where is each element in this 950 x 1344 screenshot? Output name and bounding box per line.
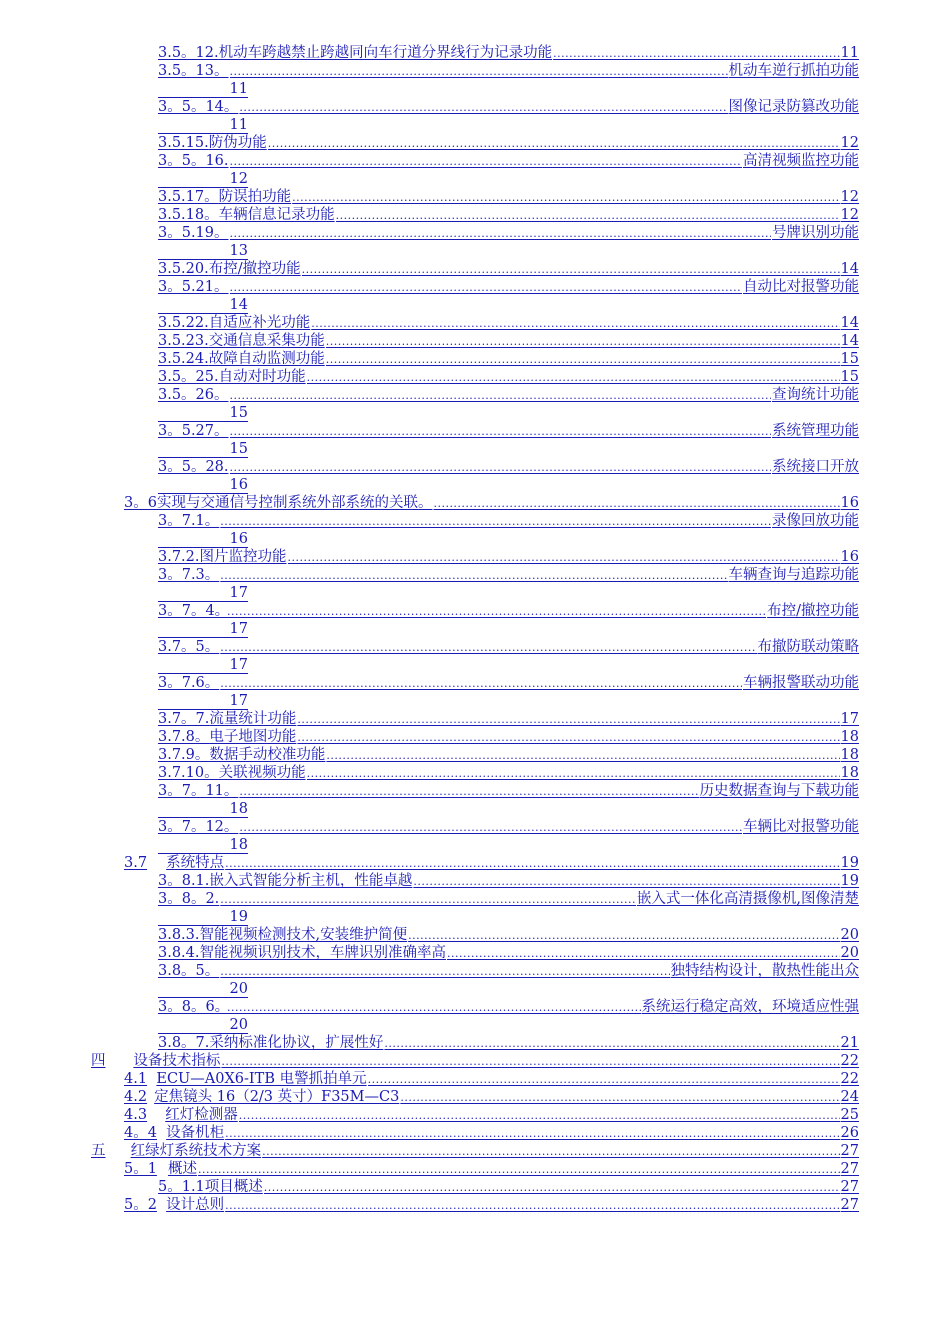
toc-entry[interactable] — [158, 602, 859, 620]
toc-entry-page[interactable]: 17 — [840, 711, 859, 727]
toc-entry-title: 实现与交通信号控制系统外部系统的关联。 — [156, 495, 433, 511]
toc-leader-dots — [368, 1071, 840, 1088]
toc-entry-number: 3.7.8。 — [158, 729, 210, 745]
toc-entry-number: 3。8。6。 — [158, 999, 230, 1015]
toc-entry-number: 3。5.21。 — [158, 279, 229, 295]
toc-leader-dots — [239, 99, 727, 116]
toc-entry-number: 3.5。13。 — [158, 63, 229, 79]
toc-leader-dots — [220, 675, 742, 692]
toc-entry[interactable] — [158, 98, 859, 116]
toc-entry-number: 3.5.18。 — [158, 207, 219, 223]
toc-leader-dots — [326, 333, 840, 350]
toc-leader-dots — [553, 45, 839, 62]
toc-entry-page-line — [158, 620, 950, 638]
toc-entry-page-line — [158, 242, 950, 260]
toc-entry-title: 防误拍功能 — [218, 189, 292, 205]
toc-entry-page-line — [158, 80, 950, 98]
toc-entry-page-line — [158, 656, 950, 674]
toc-entry[interactable] — [158, 152, 859, 170]
toc-entry[interactable] — [158, 962, 859, 980]
toc-entry-number: 四 — [91, 1053, 106, 1069]
toc-entry[interactable] — [158, 944, 859, 962]
toc-entry-page[interactable]: 14 — [840, 315, 859, 331]
toc-entry-title: 流量统计功能 — [209, 711, 297, 727]
toc-leader-dots — [239, 783, 698, 800]
toc-entry-title: 定焦镜头 16（2/3 英寸）F35M—C3 — [154, 1089, 400, 1105]
toc-leader-dots — [268, 135, 840, 152]
toc-entry-title: 设计总则 — [166, 1197, 225, 1213]
toc-leader-dots — [227, 603, 766, 620]
toc-entry-title: 车辆查询与追踪功能 — [728, 567, 859, 583]
toc-leader-dots — [198, 1161, 840, 1178]
toc-entry[interactable] — [158, 548, 859, 566]
toc-entry[interactable] — [158, 764, 859, 782]
toc-entry-page[interactable]: 15 — [840, 369, 859, 385]
toc-entry-number: 3。5.27。 — [158, 423, 229, 439]
toc-entry-title: 防伪功能 — [208, 135, 267, 151]
toc-entry-title: 机动车跨越禁止跨越同向车行道分界线行为记录功能 — [218, 45, 553, 61]
toc-entry[interactable] — [158, 512, 859, 530]
toc-entry[interactable] — [158, 332, 859, 350]
toc-entry-number: 3。7。12。 — [158, 819, 239, 835]
toc-entry-title: 系统管理功能 — [772, 423, 859, 439]
toc-entry-title: 关联视频功能 — [218, 765, 306, 781]
toc-leader-dots — [230, 459, 771, 476]
toc-entry[interactable] — [158, 728, 859, 746]
toc-entry[interactable] — [158, 872, 859, 890]
toc-entry[interactable] — [158, 746, 859, 764]
toc-entry-page[interactable]: 20 — [158, 981, 248, 998]
toc-entry-page-line — [158, 908, 950, 926]
toc-entry-number: 3.7.2. — [158, 549, 200, 565]
toc-entry-number: 3.5.22. — [158, 315, 209, 331]
toc-leader-dots — [264, 1179, 840, 1196]
toc-entry-title: 图片监控功能 — [199, 549, 287, 565]
toc-leader-dots — [311, 315, 839, 332]
toc-entry-number: 3。7。11。 — [158, 783, 239, 799]
toc-entry-page[interactable]: 17 — [158, 585, 248, 602]
toc-leader-dots — [302, 261, 840, 278]
toc-entry-page[interactable]: 20 — [158, 1017, 248, 1034]
toc-entry[interactable] — [158, 422, 859, 440]
toc-entry-number: 3.8。5。 — [158, 963, 220, 979]
toc-entry-page[interactable]: 19 — [158, 909, 248, 926]
toc-entry-page-line — [158, 1016, 950, 1034]
toc-entry-page[interactable]: 27 — [840, 1197, 859, 1213]
toc-entry[interactable] — [158, 278, 859, 296]
toc-entry-page[interactable]: 26 — [840, 1125, 859, 1141]
toc-leader-dots — [239, 819, 742, 836]
toc-leader-dots — [288, 549, 840, 566]
toc-entry-page-line — [158, 530, 950, 548]
toc-entry-page[interactable]: 12 — [840, 189, 859, 205]
toc-entry[interactable] — [124, 1124, 859, 1142]
toc-entry[interactable] — [91, 1052, 859, 1070]
toc-entry-page[interactable]: 12 — [158, 171, 248, 188]
toc-entry-page[interactable]: 27 — [840, 1179, 859, 1195]
toc-entry-title: 号牌识别功能 — [772, 225, 859, 241]
toc-entry[interactable] — [158, 260, 859, 278]
toc-entry-title: 设备机柜 — [166, 1125, 225, 1141]
toc-entry-title: 交通信息采集功能 — [208, 333, 325, 349]
toc-entry-number: 3。8。2. — [158, 891, 220, 907]
toc-entry-number: 3。5.19。 — [158, 225, 229, 241]
toc-entry-page[interactable]: 11 — [158, 81, 248, 98]
toc-entry-page[interactable]: 20 — [840, 945, 859, 961]
toc-leader-dots — [230, 225, 771, 242]
toc-entry-page-line — [158, 404, 950, 422]
toc-leader-dots — [227, 999, 641, 1016]
toc-entry-page[interactable]: 15 — [158, 405, 248, 422]
toc-leader-dots — [307, 369, 840, 386]
toc-entry[interactable] — [124, 1196, 859, 1214]
table-of-contents — [0, 44, 950, 1214]
toc-entry[interactable] — [124, 854, 859, 872]
toc-entry[interactable] — [124, 1088, 859, 1106]
toc-entry-title: 机动车逆行抓拍功能 — [728, 63, 859, 79]
toc-entry[interactable] — [158, 638, 859, 656]
toc-entry-number: 3.8。7. — [158, 1035, 210, 1051]
toc-entry-page[interactable]: 24 — [840, 1089, 859, 1105]
toc-entry-page[interactable]: 13 — [158, 243, 248, 260]
toc-entry-page[interactable]: 21 — [840, 1035, 859, 1051]
toc-entry[interactable] — [158, 386, 859, 404]
toc-entry[interactable] — [158, 782, 859, 800]
toc-entry-title: 系统运行稳定高效，环境适应性强 — [641, 999, 859, 1015]
toc-entry-number: 3。5。28. — [158, 459, 229, 475]
toc-entry-title: 历史数据查询与下载功能 — [699, 783, 859, 799]
toc-entry[interactable] — [158, 998, 859, 1016]
toc-entry-page[interactable]: 18 — [158, 837, 248, 854]
toc-entry-number: 4.2 — [124, 1089, 148, 1105]
toc-entry[interactable] — [158, 350, 859, 368]
toc-entry-number: 5。1.1 — [158, 1179, 205, 1195]
toc-leader-dots — [307, 765, 840, 782]
toc-entry[interactable] — [158, 926, 859, 944]
toc-entry-page[interactable]: 20 — [840, 927, 859, 943]
toc-entry[interactable] — [158, 188, 859, 206]
toc-entry-title: 车辆比对报警功能 — [743, 819, 859, 835]
toc-entry-page[interactable]: 25 — [840, 1107, 859, 1123]
toc-entry-page-line — [158, 584, 950, 602]
toc-entry-title: 布撤防联动策略 — [757, 639, 859, 655]
toc-entry-page[interactable]: 18 — [840, 729, 859, 745]
toc-leader-dots — [336, 207, 840, 224]
toc-entry-title: 采纳标准化协议，扩展性好 — [209, 1035, 384, 1051]
toc-leader-dots — [230, 387, 771, 404]
toc-entry-page[interactable]: 11 — [840, 45, 859, 61]
toc-entry-number: 3。7.1。 — [158, 513, 220, 529]
toc-leader-dots — [297, 729, 839, 746]
toc-leader-dots — [220, 639, 756, 656]
toc-entry-page[interactable]: 22 — [840, 1071, 859, 1087]
toc-entry-title: 红绿灯系统技术方案 — [130, 1143, 262, 1159]
toc-entry-page[interactable]: 27 — [840, 1161, 859, 1177]
toc-entry-page-line — [158, 116, 950, 134]
toc-leader-dots — [230, 423, 771, 440]
toc-entry-title: 查询统计功能 — [772, 387, 859, 403]
toc-entry-page[interactable]: 11 — [158, 117, 248, 134]
toc-entry[interactable] — [158, 458, 859, 476]
toc-entry-number: 3.7.10。 — [158, 765, 219, 781]
toc-leader-dots — [262, 1143, 839, 1160]
toc-entry-number: 3.8.4. — [158, 945, 200, 961]
toc-entry[interactable] — [124, 1160, 859, 1178]
toc-entry-number: 3.7。5。 — [158, 639, 220, 655]
toc-entry[interactable] — [158, 134, 859, 152]
toc-leader-dots — [292, 189, 839, 206]
toc-entry-title: 智能视频识别技术，车牌识别准确率高 — [199, 945, 447, 961]
toc-entry-title: 电子地图功能 — [209, 729, 297, 745]
toc-leader-dots — [326, 351, 840, 368]
toc-leader-dots — [230, 63, 728, 80]
toc-entry-title: ECU—A0X6-ITB 电警抓拍单元 — [156, 1071, 367, 1087]
toc-entry-number: 3。8.1. — [158, 873, 210, 889]
toc-entry-title: 自动对时功能 — [218, 369, 306, 385]
toc-entry-number: 3.8.3. — [158, 927, 200, 943]
toc-entry-title: 车辆报警联动功能 — [743, 675, 859, 691]
toc-entry-page[interactable]: 16 — [158, 531, 248, 548]
toc-entry-page[interactable]: 18 — [840, 765, 859, 781]
toc-leader-dots — [225, 1197, 839, 1214]
toc-entry-page[interactable]: 17 — [158, 621, 248, 638]
toc-entry[interactable] — [158, 62, 859, 80]
toc-entry-number: 五 — [91, 1143, 106, 1159]
toc-entry-page[interactable]: 14 — [158, 297, 248, 314]
toc-entry-number: 3。6 — [124, 495, 157, 511]
toc-entry[interactable] — [158, 368, 859, 386]
toc-entry-title: 故障自动监测功能 — [208, 351, 325, 367]
toc-leader-dots — [447, 945, 840, 962]
toc-entry-number: 3.5.15. — [158, 135, 209, 151]
toc-entry[interactable] — [158, 224, 859, 242]
toc-entry-number: 3.5.24. — [158, 351, 209, 367]
toc-entry-page[interactable]: 15 — [840, 351, 859, 367]
toc-entry-number: 3.5.20. — [158, 261, 209, 277]
toc-entry[interactable] — [158, 890, 859, 908]
toc-entry-number: 3.5。25. — [158, 369, 219, 385]
toc-entry-number: 3。5。16. — [158, 153, 229, 169]
toc-entry-page[interactable]: 12 — [840, 135, 859, 151]
toc-leader-dots — [413, 873, 839, 890]
toc-entry-title: 项目概述 — [204, 1179, 263, 1195]
toc-entry[interactable] — [158, 206, 859, 224]
toc-entry-page[interactable]: 17 — [158, 657, 248, 674]
toc-entry[interactable] — [158, 1034, 859, 1052]
toc-entry-page[interactable]: 17 — [158, 693, 248, 710]
toc-leader-dots — [220, 963, 669, 980]
toc-entry[interactable] — [158, 674, 859, 692]
toc-entry-page[interactable]: 27 — [840, 1143, 859, 1159]
toc-entry[interactable] — [158, 314, 859, 332]
toc-entry-page-line — [158, 800, 950, 818]
toc-entry[interactable] — [158, 44, 859, 62]
toc-leader-dots — [239, 1107, 840, 1124]
toc-entry-title: 布控/撤控功能 — [208, 261, 301, 277]
toc-entry-page[interactable]: 16 — [158, 477, 248, 494]
toc-entry-title: 高清视频监控功能 — [743, 153, 859, 169]
toc-entry-title: 红灯检测器 — [165, 1107, 238, 1123]
toc-entry-title: 自动比对报警功能 — [743, 279, 859, 295]
toc-entry-number: 3.7 — [124, 855, 148, 871]
toc-entry-page[interactable]: 14 — [840, 333, 859, 349]
toc-entry-number: 3.5.23. — [158, 333, 209, 349]
toc-entry-page[interactable]: 19 — [840, 855, 859, 871]
toc-entry-page-line — [158, 476, 950, 494]
toc-entry-number: 3。5。14。 — [158, 99, 239, 115]
toc-entry-number: 5。1 — [124, 1161, 157, 1177]
toc-entry-page[interactable]: 12 — [840, 207, 859, 223]
toc-entry-title: 概述 — [168, 1161, 198, 1177]
toc-entry-number: 5。2 — [124, 1197, 157, 1213]
toc-leader-dots — [433, 495, 839, 512]
toc-entry[interactable] — [124, 494, 859, 512]
toc-entry-page-line — [158, 296, 950, 314]
toc-leader-dots — [225, 1125, 839, 1142]
toc-entry-page-line — [158, 170, 950, 188]
toc-entry-number: 4。4 — [124, 1125, 157, 1141]
toc-entry-number: 3.5。12. — [158, 45, 219, 61]
toc-entry-page-line — [158, 692, 950, 710]
toc-entry-page[interactable]: 18 — [840, 747, 859, 763]
toc-entry-number: 3.5。26。 — [158, 387, 229, 403]
toc-entry-number: 4.3 — [124, 1107, 148, 1123]
toc-entry-number: 3.7。7. — [158, 711, 210, 727]
toc-leader-dots — [220, 567, 727, 584]
toc-entry-number: 4.1 — [124, 1071, 148, 1087]
toc-entry-page[interactable]: 19 — [840, 873, 859, 889]
toc-entry-title: 录像回放功能 — [772, 513, 859, 529]
toc-entry-title: 智能视频检测技术,安装维护简便 — [199, 927, 408, 943]
toc-entry[interactable] — [158, 1178, 859, 1196]
toc-entry[interactable] — [124, 1106, 859, 1124]
toc-entry-title: 数据手动校准功能 — [209, 747, 326, 763]
toc-entry-title: 图像记录防篡改功能 — [728, 99, 859, 115]
toc-entry-title: 设备技术指标 — [133, 1053, 221, 1069]
toc-entry-title: 独特结构设计，散热性能出众 — [670, 963, 859, 979]
toc-entry-number: 3.5.17。 — [158, 189, 219, 205]
toc-entry-title: 嵌入式智能分析主机，性能卓越 — [209, 873, 413, 889]
toc-entry[interactable] — [124, 1070, 859, 1088]
toc-entry-page[interactable]: 15 — [158, 441, 248, 458]
toc-leader-dots — [230, 279, 742, 296]
toc-entry-title: 布控/撤控功能 — [767, 603, 859, 619]
toc-entry-page-line — [158, 440, 950, 458]
toc-entry-title: 嵌入式一体化高清摄像机,图像清楚 — [636, 891, 859, 907]
toc-leader-dots — [297, 711, 839, 728]
toc-entry-page[interactable]: 16 — [840, 549, 859, 565]
toc-leader-dots — [225, 855, 839, 872]
toc-leader-dots — [220, 891, 636, 908]
toc-entry-page-line — [158, 980, 950, 998]
toc-leader-dots — [384, 1035, 839, 1052]
toc-entry[interactable] — [91, 1142, 859, 1160]
toc-entry-title: 车辆信息记录功能 — [218, 207, 335, 223]
toc-entry-page[interactable]: 14 — [840, 261, 859, 277]
toc-entry-number: 3.7.9。 — [158, 747, 210, 763]
toc-leader-dots — [326, 747, 839, 764]
toc-leader-dots — [408, 927, 839, 944]
toc-entry-title: 系统接口开放 — [772, 459, 859, 475]
toc-leader-dots — [221, 1053, 839, 1070]
toc-entry[interactable] — [158, 818, 859, 836]
toc-entry[interactable] — [158, 710, 859, 728]
toc-entry-page[interactable]: 18 — [158, 801, 248, 818]
toc-entry-page-line — [158, 836, 950, 854]
toc-leader-dots — [230, 153, 742, 170]
toc-entry[interactable] — [158, 566, 859, 584]
toc-entry-title: 自适应补光功能 — [208, 315, 311, 331]
toc-entry-number: 3。7。4。 — [158, 603, 230, 619]
toc-entry-number: 3。7.3。 — [158, 567, 220, 583]
toc-entry-page[interactable]: 22 — [840, 1053, 859, 1069]
toc-entry-title: 系统特点 — [166, 855, 225, 871]
toc-leader-dots — [400, 1089, 839, 1106]
toc-leader-dots — [220, 513, 771, 530]
toc-entry-number: 3。7.6。 — [158, 675, 220, 691]
toc-entry-page[interactable]: 16 — [840, 495, 859, 511]
